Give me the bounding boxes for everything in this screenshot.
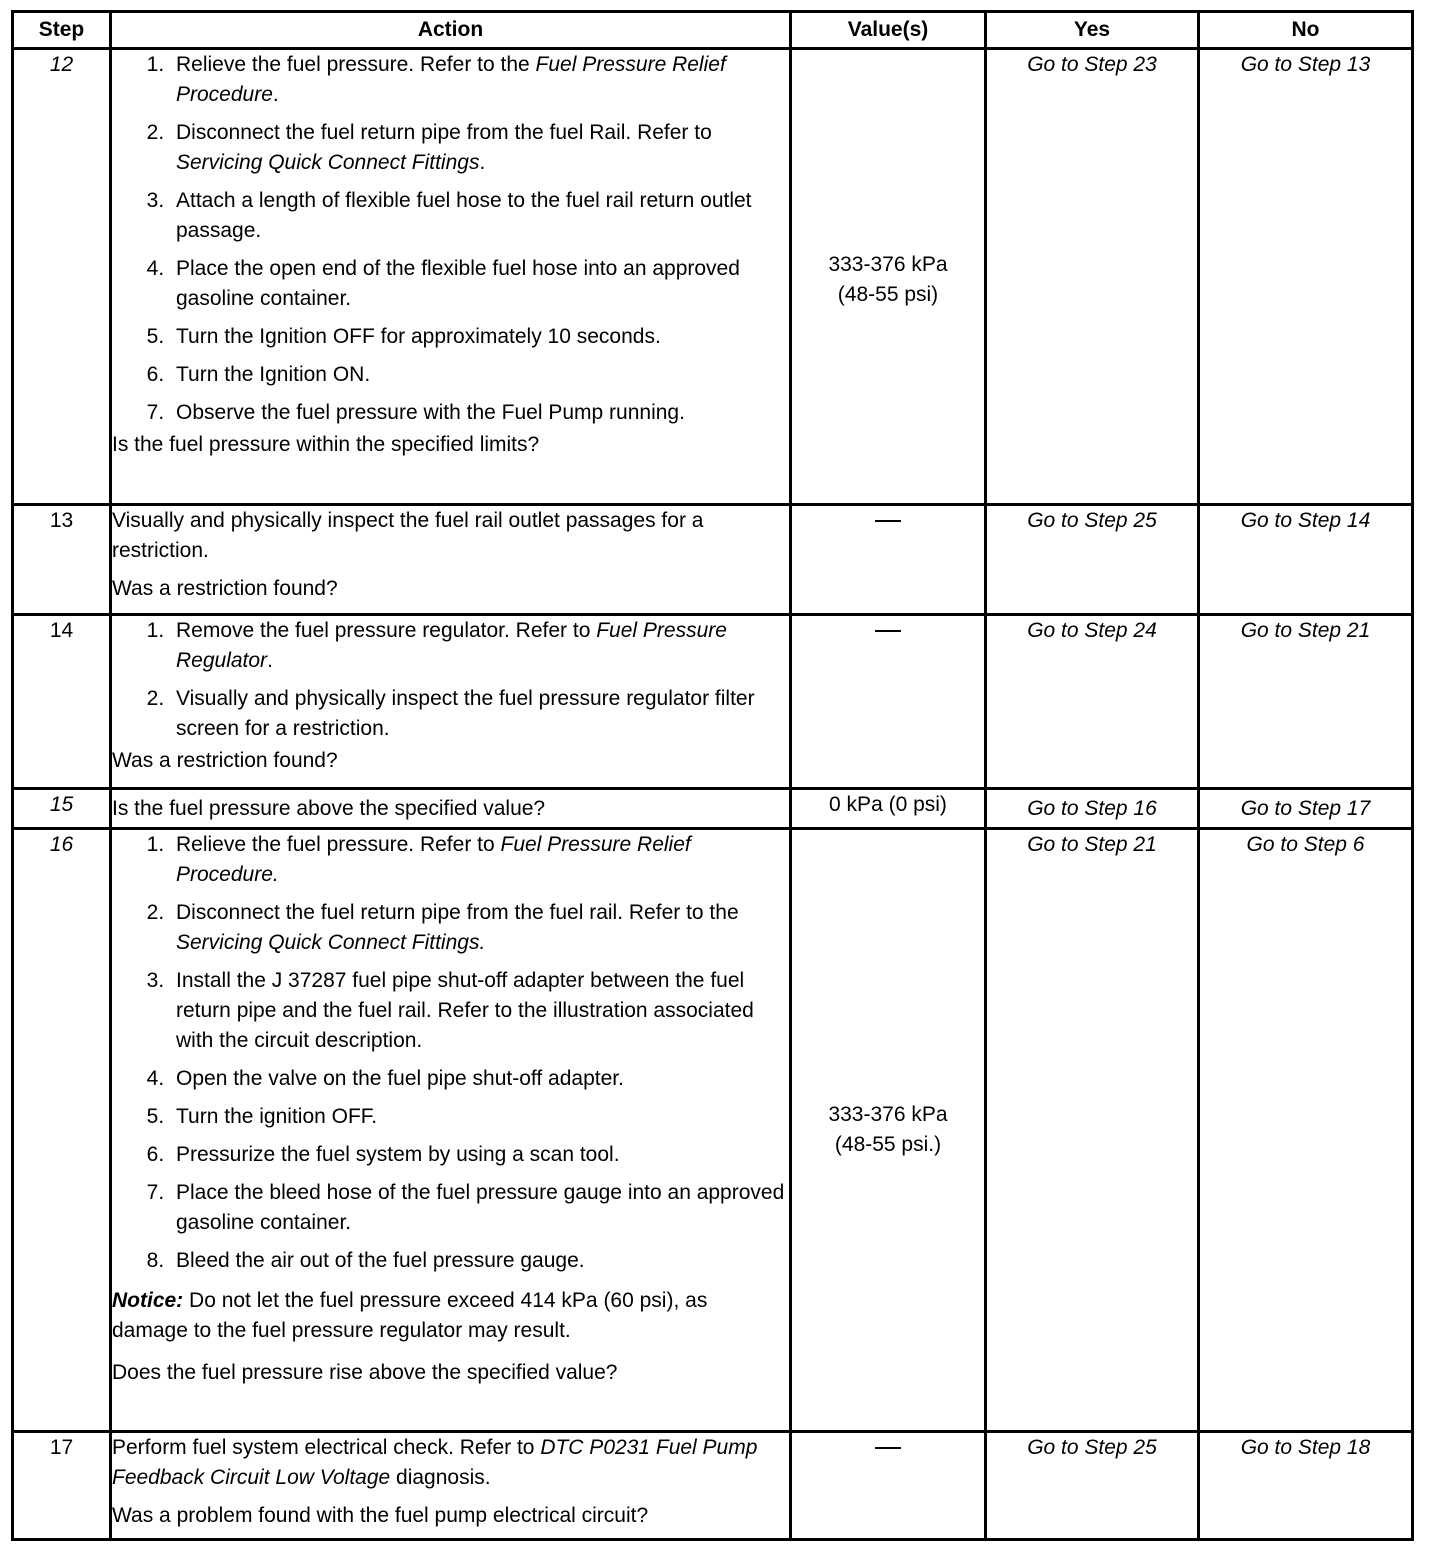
value-psi: (48-55 psi) — [837, 283, 939, 306]
notice-text: Do not let the fuel pressure exceed 414 kPa (60 psi), as damage to the fuel pressure regulator may result. — [112, 1289, 708, 1342]
header-row — [13, 12, 1413, 49]
list-item: 6. Turn the Ignition ON. — [170, 360, 789, 390]
item-text: diagnosis. — [390, 1466, 491, 1489]
no-cell: Go to Step 14 — [1199, 505, 1413, 615]
action-cell — [111, 505, 791, 615]
step-number: 12 — [13, 49, 111, 505]
question: Is the fuel pressure above the specified value? — [112, 796, 546, 820]
list-item: 2. Visually and physically inspect the fuel pressure regulator filter screen for a restriction. — [170, 684, 789, 744]
list-item: 4. Place the open end of the flexible fuel hose into an approved gasoline container. — [170, 254, 789, 314]
table-row — [13, 49, 1413, 505]
value-kpa: 333-376 kPa — [828, 253, 948, 276]
item-text: Disconnect the fuel return pipe from the fuel Rail. Refer to — [176, 121, 712, 144]
reference-link: Fuel Pressure Relief Procedure. — [176, 833, 691, 886]
step-number: 15 — [13, 789, 111, 829]
header-step: Step — [13, 12, 111, 49]
action-cell — [111, 615, 791, 789]
item-text: . — [267, 649, 273, 672]
list-item: 5. Turn the ignition OFF. — [170, 1102, 789, 1132]
reference-link: Fuel Pressure Relief Procedure — [176, 53, 726, 106]
action-cell — [111, 829, 791, 1432]
step-number: 16 — [13, 829, 111, 1432]
list-item: 7. Place the bleed hose of the fuel pressure gauge into an approved gasoline container. — [170, 1178, 789, 1238]
action-cell — [111, 789, 791, 829]
reference-link: Servicing Quick Connect Fittings. — [176, 931, 486, 954]
question: Was a problem found with the fuel pump electrical circuit? — [112, 1504, 649, 1527]
diagnostic-table — [11, 10, 1414, 1541]
reference-link: DTC P0231 Fuel Pump Feedback Circuit Low Voltage — [112, 1436, 758, 1489]
item-text: Disconnect the fuel return pipe from the fuel rail. Refer to the — [176, 901, 739, 924]
reference-link: Fuel Pressure Regulator — [176, 619, 727, 672]
dash-icon — [875, 1447, 901, 1449]
list-item: 6. Pressurize the fuel system by using a scan tool. — [170, 1140, 789, 1170]
yes-cell: Go to Step 16 — [986, 789, 1199, 829]
header-action: Action — [111, 12, 791, 49]
value-cell — [791, 829, 986, 1432]
value-cell: 0 kPa (0 psi) — [791, 789, 986, 829]
question: Is the fuel pressure within the specified limits? — [112, 433, 540, 456]
value-kpa: 333-376 kPa — [828, 1103, 948, 1126]
table-row — [13, 615, 1413, 789]
item-text — [112, 1433, 789, 1493]
list-item: 8. Bleed the air out of the fuel pressure gauge. — [170, 1246, 789, 1276]
list-item: 7. Observe the fuel pressure with the Fuel Pump running. — [170, 398, 789, 428]
yes-cell: Go to Step 25 — [986, 505, 1199, 615]
item-text: Relieve the fuel pressure. Refer to the — [176, 53, 536, 76]
table-row — [13, 505, 1413, 615]
dash-icon — [875, 520, 901, 522]
question: Does the fuel pressure rise above the specified value? — [112, 1361, 618, 1384]
table-row — [13, 1432, 1413, 1540]
list-item: 3. Install the J 37287 fuel pipe shut-off adapter between the fuel return pipe and the fuel rail. Refer to the illustration associated with the circuit description. — [170, 966, 789, 1056]
no-cell: Go to Step 18 — [1199, 1432, 1413, 1540]
no-cell: Go to Step 17 — [1199, 789, 1413, 829]
step-number: 14 — [13, 615, 111, 789]
value-cell — [791, 615, 986, 789]
header-values: Value(s) — [791, 12, 986, 49]
list-item — [170, 118, 789, 178]
value-cell — [791, 49, 986, 505]
list-item — [170, 830, 789, 890]
list-item: 4. Open the valve on the fuel pipe shut-off adapter. — [170, 1064, 789, 1094]
action-cell — [111, 1432, 791, 1540]
item-text: Relieve the fuel pressure. Refer to — [176, 833, 501, 856]
procedure-list — [112, 830, 789, 1276]
no-cell: Go to Step 21 — [1199, 615, 1413, 789]
table-row — [13, 789, 1413, 829]
notice — [112, 1286, 789, 1346]
procedure-list — [112, 50, 789, 428]
header-yes: Yes — [986, 12, 1199, 49]
list-item: 5. Turn the Ignition OFF for approximately 10 seconds. — [170, 322, 789, 352]
value-psi: (48-55 psi.) — [834, 1133, 942, 1156]
table-row — [13, 829, 1413, 1432]
item-text: Perform fuel system electrical check. Refer to — [112, 1436, 541, 1459]
action-cell — [111, 49, 791, 505]
no-cell: Go to Step 6 — [1199, 829, 1413, 1432]
list-item — [170, 50, 789, 110]
item-text: Visually and physically inspect the fuel rail outlet passages for a restriction. — [112, 509, 704, 562]
procedure-list — [112, 616, 789, 744]
question: Was a restriction found? — [112, 577, 338, 600]
value-cell — [791, 505, 986, 615]
item-text: Remove the fuel pressure regulator. Refer to — [176, 619, 597, 642]
notice-label: Notice: — [112, 1289, 184, 1312]
question: Was a restriction found? — [112, 749, 338, 772]
value-cell — [791, 1432, 986, 1540]
yes-cell: Go to Step 21 — [986, 829, 1199, 1432]
item-text: . — [272, 83, 279, 106]
yes-cell: Go to Step 24 — [986, 615, 1199, 789]
yes-cell: Go to Step 23 — [986, 49, 1199, 505]
list-item — [170, 616, 789, 676]
step-number: 17 — [13, 1432, 111, 1540]
list-item: 3. Attach a length of flexible fuel hose to the fuel rail return outlet passage. — [170, 186, 789, 246]
item-text: . — [479, 151, 486, 174]
no-cell: Go to Step 13 — [1199, 49, 1413, 505]
dash-icon — [875, 630, 901, 632]
yes-cell: Go to Step 25 — [986, 1432, 1199, 1540]
step-number: 13 — [13, 505, 111, 615]
list-item — [170, 898, 789, 958]
reference-link: Servicing Quick Connect Fittings — [176, 151, 480, 174]
header-no: No — [1199, 12, 1413, 49]
